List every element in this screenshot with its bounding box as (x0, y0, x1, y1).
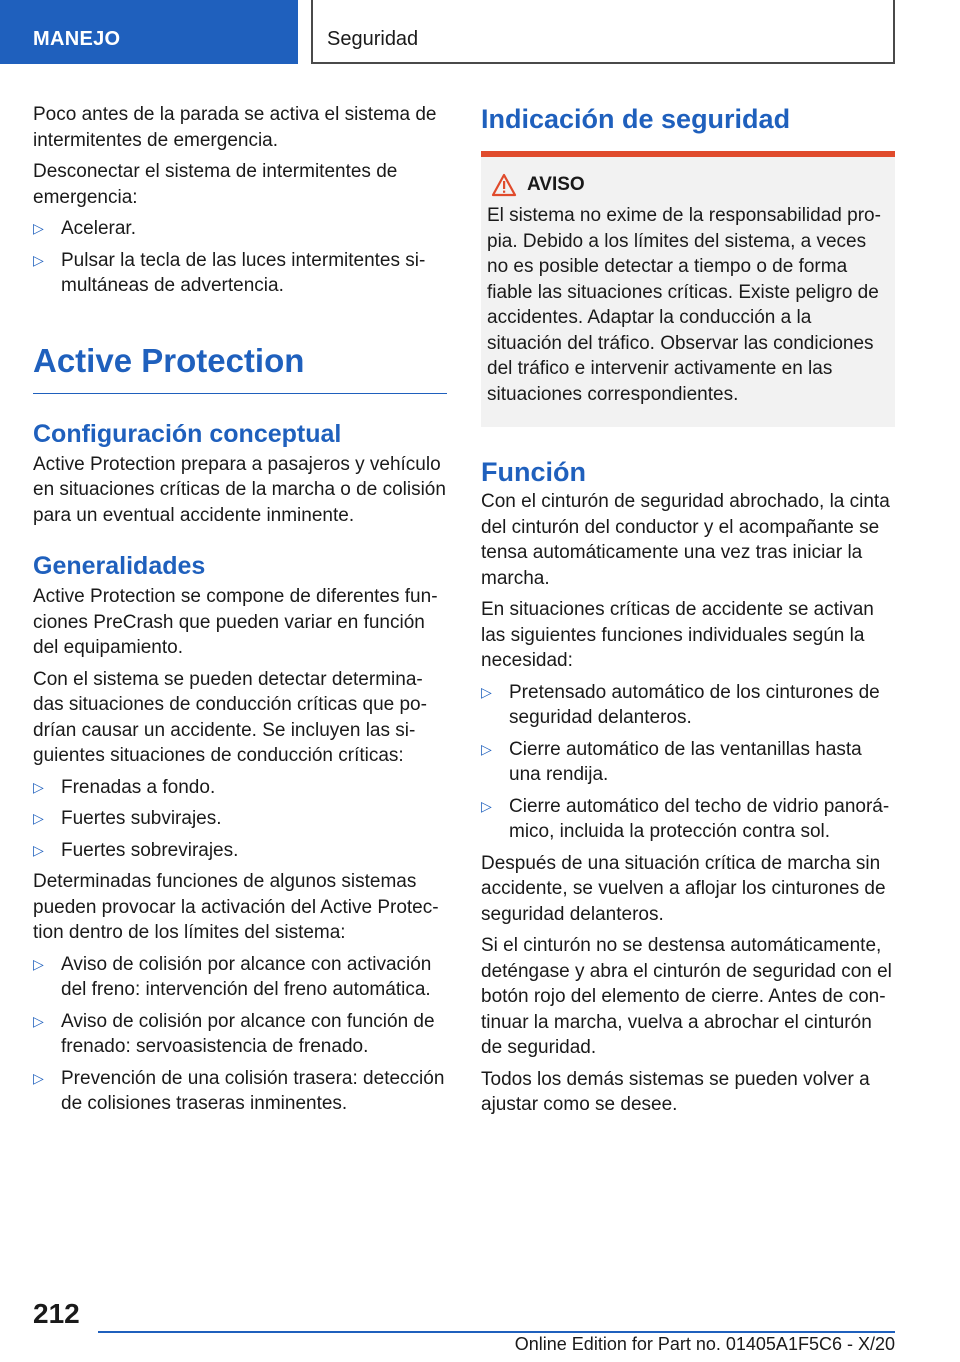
list-item (33, 1066, 447, 1117)
section-tab: MANEJO (0, 0, 298, 64)
paragraph: Poco antes de la parada se activa el sistema de intermitentes de emergencia. (33, 104, 437, 151)
list-item (33, 1009, 447, 1060)
subheading-general: Generalidades (33, 552, 206, 580)
bullet-icon: ▷ (33, 1069, 44, 1086)
list-item (33, 952, 447, 1003)
list-item (33, 775, 447, 801)
bullet-icon: ▷ (33, 955, 44, 972)
page-number: 212 (33, 1298, 80, 1329)
paragraph: Desconectar el sistema de intermitentes de emergencia: (33, 161, 398, 208)
paragraph: Con el sistema se pueden detectar determinadas situaciones de conducción críticas que podrían causar un accidente. Se incluyen las siguientes situaciones de conducción críticas: (33, 668, 427, 766)
warning-box (481, 157, 895, 427)
list-item (33, 248, 447, 299)
right-column (481, 102, 895, 1124)
list-item (33, 806, 447, 832)
list-item (481, 737, 895, 788)
list-item-text: Aviso de colisión por alcance con función de frenado: servoasistencia de frenado. (61, 1010, 435, 1057)
main-heading: Active Protection (33, 341, 305, 379)
bullet-icon: ▷ (481, 797, 492, 814)
bullet-icon: ▷ (481, 740, 492, 757)
bullet-list (33, 775, 447, 864)
list-item-text: Pretensado automático de los cinturones de seguridad delanteros. (509, 681, 880, 728)
bullet-icon: ▷ (33, 251, 44, 268)
footer-rule (98, 1331, 895, 1333)
list-item (481, 680, 895, 731)
bullet-icon: ▷ (481, 683, 492, 700)
list-item-text: Cierre automático de las ventanillas hasta una rendija. (509, 738, 862, 785)
list-item (481, 794, 895, 845)
warning-triangle-icon (491, 173, 517, 197)
paragraph: Active Protection se compone de diferentes funciones PreCrash que pueden variar en función del equipamiento. (33, 586, 438, 658)
subheading-safety: Indicación de seguridad (481, 104, 791, 134)
list-item-text: Prevención de una colisión trasera: detección de colisiones traseras inminentes. (61, 1067, 445, 1114)
list-item-text: Cierre automático del techo de vidrio panorámico, incluida la protección contra sol. (509, 795, 890, 842)
paragraph: Todos los demás sistemas se pueden volver a ajustar como se desee. (481, 1068, 870, 1115)
bullet-icon: ▷ (33, 778, 44, 795)
paragraph: Con el cinturón de seguridad abrochado, la cinta del cinturón del conductor y el acompañante se tensa automáticamente una vez tras iniciar la marcha. (481, 491, 890, 589)
warning-title: AVISO (527, 174, 585, 195)
paragraph: Si el cinturón no se destensa automáticamente, deténgase y abra el cinturón de seguridad con el botón rojo del elemento de cierre. Antes de continuar la marcha, vuelva a abrochar el cinturón de seguridad. (481, 935, 892, 1058)
paragraph: En situaciones críticas de accidente se activan las siguientes funciones individuales según la necesidad: (481, 599, 874, 671)
paragraph: Determinadas funciones de algunos sistemas pueden provocar la activación del Active Protection dentro de los límites del sistema: (33, 871, 439, 943)
left-column (33, 102, 447, 1123)
bullet-list (481, 680, 895, 845)
footer-edition: Online Edition for Part no. 01405A1F5C6 - X/20 (514, 1334, 895, 1354)
bullet-list (33, 952, 447, 1117)
list-item (33, 838, 447, 864)
chapter-title: Seguridad (311, 0, 895, 64)
paragraph: Active Protection prepara a pasajeros y vehículo en situaciones críticas de la marcha o de colisión para un eventual accidente inminente. (33, 453, 446, 526)
paragraph: Después de una situación crítica de marcha sin accidente, se vuelven a aflojar los cinturones de seguridad delanteros. (481, 852, 886, 925)
list-item (33, 216, 447, 242)
subheading-function: Función (481, 457, 586, 487)
subheading-concept: Configuración conceptual (33, 419, 342, 448)
list-item-text: Acelerar. (61, 218, 136, 239)
heading-rule (33, 393, 447, 394)
list-item-text: Aviso de colisión por alcance con activación del freno: intervención del freno automática. (61, 953, 432, 1000)
list-item-text: Pulsar la tecla de las luces intermitentes simultáneas de advertencia. (61, 249, 426, 296)
bullet-icon: ▷ (33, 220, 44, 236)
list-item-text: Frenadas a fondo. (61, 776, 216, 798)
bullet-icon: ▷ (33, 841, 44, 858)
bullet-icon: ▷ (33, 1012, 44, 1029)
bullet-icon: ▷ (33, 810, 44, 826)
list-item-text: Fuertes subvirajes. (61, 808, 222, 829)
list-item-text: Fuertes sobrevirajes. (61, 839, 239, 861)
warning-header (491, 173, 887, 197)
bullet-list (33, 216, 447, 299)
warning-text: El sistema no exime de la responsabilidad propia. Debido a los límites del sistema, a veces no es posible detectar a tiempo o de forma fiable las situaciones críticas. Existe peligro de accidentes. Adaptar la conducción a la situación del tráfico. Observar las condiciones del tráfico e intervenir activamente en las situaciones correspondientes. (487, 205, 881, 405)
